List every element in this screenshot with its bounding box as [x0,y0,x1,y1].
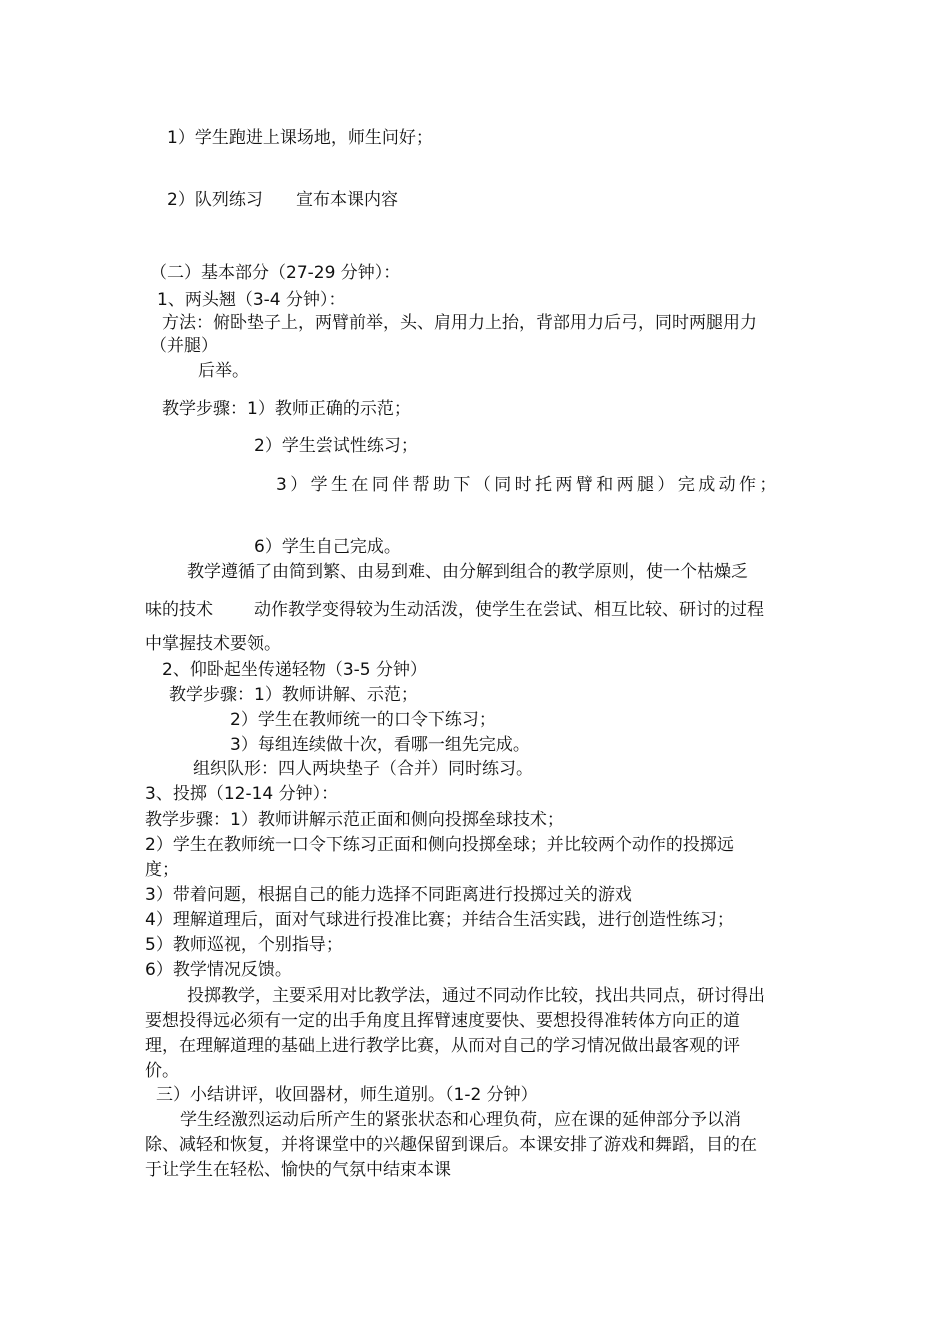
part2-heading: （二）基本部分（27-29 分钟）： [150,263,401,283]
item1-step-2: 2）学生尝试性练习； [254,436,418,456]
item3-note-line-b: 要想投得远必须有一定的出手角度且挥臂速度要快、要想投得准转体方向正的道 [145,1011,740,1031]
item3-step-3: 3）带着问题，根据自己的能力选择不同距离进行投掷过关的游戏 [145,885,632,905]
item1-method-line-c: 后举。 [198,361,249,381]
part3-note-line-a: 学生经激烈运动后所产生的紧张状态和心理负荷，应在课的延伸部分予以消 [180,1110,741,1130]
item1-note-line-b1: 味的技术 [145,600,213,620]
item1-method-line-a: 方法：俯卧垫子上，两臂前举，头、肩用力上抬，背部用力后弓，同时两腿用力 [162,313,757,333]
item1-note-line-a: 教学遵循了由简到繁、由易到难、由分解到组合的教学原则，使一个枯燥乏 [187,562,748,582]
item3-step-5: 5）教师巡视，个别指导； [145,935,343,955]
intro-step-1: 1）学生跑进上课场地，师生问好； [167,128,433,148]
item3-step-2-line-b: 度； [145,860,179,880]
item1-step-3: 3）学生在同伴帮助下（同时托两臂和两腿）完成动作； [276,475,780,495]
item1-title: 1、两头翘（3-4 分钟）： [157,290,346,310]
item1-note-line-c: 中掌握技术要领。 [145,634,281,654]
item1-note-line-b2: 动作教学变得较为生动活泼，使学生在尝试、相互比较、研讨的过程 [254,600,764,620]
item2-title: 2、仰卧起坐传递轻物（3-5 分钟） [162,660,427,680]
item1-steps-label: 教学步骤：1）教师正确的示范； [162,399,411,419]
item2-step-2: 2）学生在教师统一的口令下练习； [230,710,496,730]
item1-step-6: 6）学生自己完成。 [254,537,401,557]
item2-steps-label: 教学步骤：1）教师讲解、示范； [169,685,418,705]
item3-note-line-c: 理，在理解道理的基础上进行教学比赛，从而对自己的学习情况做出最客观的评 [145,1036,740,1056]
item3-step-1: 教学步骤：1）教师讲解示范正面和侧向投掷垒球技术； [145,810,564,830]
item1-method-line-b: （并腿） [150,336,218,356]
item2-step-3: 3）每组连续做十次，看哪一组先完成。 [230,735,530,755]
part3-note-line-c: 于让学生在轻松、愉快的气氛中结束本课 [145,1160,451,1180]
item3-title: 3、投掷（12-14 分钟）： [145,784,339,804]
item3-step-6: 6）教学情况反馈。 [145,960,292,980]
item3-note-line-a: 投掷教学，主要采用对比教学法，通过不同动作比较，找出共同点，研讨得出 [187,986,765,1006]
intro-step-2: 2）队列练习 [167,190,263,210]
intro-step-2-announce: 宣布本课内容 [296,190,398,210]
part3-note-line-b: 除、减轻和恢复，并将课堂中的兴趣保留到课后。本课安排了游戏和舞蹈，目的在 [145,1135,757,1155]
part3-heading: 三）小结讲评，收回器材，师生道别。（1-2 分钟） [156,1085,538,1105]
item3-note-line-d: 价。 [145,1061,179,1081]
item3-step-2-line-a: 2）学生在教师统一口令下练习正面和侧向投掷垒球；并比较两个动作的投掷远 [145,835,734,855]
item2-formation: 组织队形：四人两块垫子（合并）同时练习。 [193,759,533,779]
item3-step-4: 4）理解道理后，面对气球进行投准比赛；并结合生活实践，进行创造性练习； [145,910,734,930]
